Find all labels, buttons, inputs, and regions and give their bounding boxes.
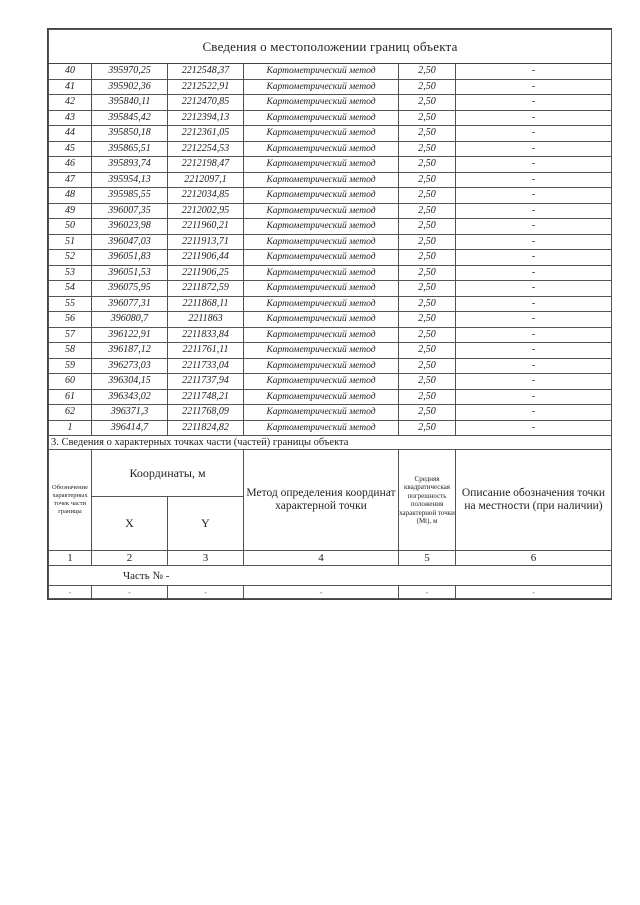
description-cell: - [456,296,612,312]
empty-data-row [49,586,612,599]
coord-y-cell: 2211733,04 [168,358,244,374]
table-row [49,79,612,95]
accuracy-cell: 2,50 [399,389,456,405]
method-cell: Картометрический метод [244,312,399,328]
empty-cell: - [92,586,168,599]
coord-y-cell: 2212394,13 [168,110,244,126]
method-cell: Картометрический метод [244,420,399,436]
table-row [49,203,612,219]
description-cell: - [456,188,612,204]
point-number-cell: 1 [49,420,92,436]
section-3-title: 3. Сведения о характерных точках части (частей) границы объекта [49,436,612,450]
col-number: 5 [399,551,456,566]
title-row [49,30,612,64]
method-cell: Картометрический метод [244,95,399,111]
accuracy-cell: 2,50 [399,79,456,95]
method-cell: Картометрический метод [244,157,399,173]
coord-y-cell: 2211868,11 [168,296,244,312]
point-number-cell: 48 [49,188,92,204]
empty-cell: - [456,586,612,599]
coord-y-cell: 2211960,21 [168,219,244,235]
method-cell: Картометрический метод [244,358,399,374]
empty-cell: - [244,586,399,599]
accuracy-cell: 2,50 [399,420,456,436]
coord-y-cell: 2211761,11 [168,343,244,359]
description-cell: - [456,389,612,405]
method-cell: Картометрический метод [244,126,399,142]
accuracy-cell: 2,50 [399,188,456,204]
accuracy-cell: 2,50 [399,95,456,111]
accuracy-cell: 2,50 [399,250,456,266]
coord-x-cell: 396051,83 [92,250,168,266]
accuracy-cell: 2,50 [399,126,456,142]
table-row [49,405,612,421]
coord-x-cell: 395902,36 [92,79,168,95]
table-row [49,110,612,126]
col-description-header: Описание обозначения точки на местности (при наличии) [456,450,612,551]
table-row [49,374,612,390]
coord-y-cell: 2211748,21 [168,389,244,405]
table-row [49,234,612,250]
table-row [49,420,612,436]
method-cell: Картометрический метод [244,343,399,359]
coord-x-cell: 396007,35 [92,203,168,219]
point-number-cell: 61 [49,389,92,405]
col-point-header: Обозначение характерных точек части границы [49,450,92,551]
coord-x-cell: 396077,31 [92,296,168,312]
coord-y-cell: 2211906,44 [168,250,244,266]
column-numbers-row [49,551,612,566]
table-row [49,281,612,297]
point-number-cell: 43 [49,110,92,126]
coord-x-cell: 396075,95 [92,281,168,297]
accuracy-cell: 2,50 [399,343,456,359]
method-cell: Картометрический метод [244,405,399,421]
coord-x-cell: 396023,98 [92,219,168,235]
method-cell: Картометрический метод [244,172,399,188]
method-cell: Картометрический метод [244,203,399,219]
col-x-header: X [92,497,168,551]
coord-y-cell: 2211833,84 [168,327,244,343]
accuracy-cell: 2,50 [399,172,456,188]
accuracy-cell: 2,50 [399,234,456,250]
description-cell: - [456,95,612,111]
point-number-cell: 49 [49,203,92,219]
document-sheet [47,28,612,600]
point-number-cell: 41 [49,79,92,95]
description-cell: - [456,141,612,157]
col-number: 6 [456,551,612,566]
coord-y-cell: 2211824,82 [168,420,244,436]
description-cell: - [456,265,612,281]
description-cell: - [456,157,612,173]
coord-x-cell: 396304,15 [92,374,168,390]
table-row [49,219,612,235]
method-cell: Картометрический метод [244,79,399,95]
point-number-cell: 46 [49,157,92,173]
table-row [49,327,612,343]
col-y-header: Y [168,497,244,551]
description-cell: - [456,405,612,421]
coord-y-cell: 2211768,09 [168,405,244,421]
col-number: 4 [244,551,399,566]
point-number-cell: 51 [49,234,92,250]
coord-x-cell: 395893,74 [92,157,168,173]
description-cell: - [456,312,612,328]
description-cell: - [456,343,612,359]
description-cell: - [456,420,612,436]
coord-x-cell: 395850,18 [92,126,168,142]
description-cell: - [456,64,612,80]
point-number-cell: 45 [49,141,92,157]
coord-x-cell: 396080,7 [92,312,168,328]
point-number-cell: 52 [49,250,92,266]
method-cell: Картометрический метод [244,64,399,80]
table-row [49,312,612,328]
description-cell: - [456,79,612,95]
coord-y-cell: 2212254,53 [168,141,244,157]
accuracy-cell: 2,50 [399,281,456,297]
boundary-table [48,29,612,599]
accuracy-cell: 2,50 [399,110,456,126]
accuracy-cell: 2,50 [399,157,456,173]
description-cell: - [456,281,612,297]
point-number-cell: 58 [49,343,92,359]
table-row [49,157,612,173]
table-row [49,358,612,374]
method-cell: Картометрический метод [244,188,399,204]
coord-y-cell: 2212034,85 [168,188,244,204]
description-cell: - [456,250,612,266]
accuracy-cell: 2,50 [399,358,456,374]
description-cell: - [456,358,612,374]
accuracy-cell: 2,50 [399,64,456,80]
point-number-cell: 55 [49,296,92,312]
method-cell: Картометрический метод [244,327,399,343]
header-row-1 [49,450,612,497]
description-cell: - [456,374,612,390]
coord-x-cell: 395840,11 [92,95,168,111]
method-cell: Картометрический метод [244,265,399,281]
table-row [49,141,612,157]
col-accuracy-header: Средняя квадратическая погрешность положения характерной точки (Mt), м [399,450,456,551]
accuracy-cell: 2,50 [399,296,456,312]
description-cell: - [456,110,612,126]
point-number-cell: 54 [49,281,92,297]
coord-y-cell: 2212198,47 [168,157,244,173]
col-number: 2 [92,551,168,566]
table-row [49,188,612,204]
coord-y-cell: 2211872,59 [168,281,244,297]
coord-x-cell: 396273,03 [92,358,168,374]
coord-x-cell: 395865,51 [92,141,168,157]
coord-y-cell: 2211906,25 [168,265,244,281]
col-number: 3 [168,551,244,566]
method-cell: Картометрический метод [244,374,399,390]
part-row [49,566,612,586]
table-row [49,126,612,142]
description-cell: - [456,327,612,343]
coord-y-cell: 2212522,91 [168,79,244,95]
coord-x-cell: 396047,03 [92,234,168,250]
method-cell: Картометрический метод [244,389,399,405]
accuracy-cell: 2,50 [399,327,456,343]
accuracy-cell: 2,50 [399,203,456,219]
method-cell: Картометрический метод [244,141,399,157]
coord-x-cell: 396051,53 [92,265,168,281]
accuracy-cell: 2,50 [399,265,456,281]
col-coords-header: Координаты, м [92,450,244,497]
table-row [49,250,612,266]
accuracy-cell: 2,50 [399,312,456,328]
empty-cell: - [399,586,456,599]
description-cell: - [456,203,612,219]
col-method-header: Метод определения координат характерной точки [244,450,399,551]
point-number-cell: 50 [49,219,92,235]
method-cell: Картометрический метод [244,281,399,297]
coord-x-cell: 396371,3 [92,405,168,421]
coord-y-cell: 2212548,37 [168,64,244,80]
description-cell: - [456,126,612,142]
coord-y-cell: 2211913,71 [168,234,244,250]
coord-y-cell: 2211863 [168,312,244,328]
col-number: 1 [49,551,92,566]
coord-x-cell: 395954,13 [92,172,168,188]
page-title: Сведения о местоположении границ объекта [49,30,612,64]
method-cell: Картометрический метод [244,110,399,126]
point-number-cell: 56 [49,312,92,328]
coord-x-cell: 396122,91 [92,327,168,343]
coord-y-cell: 2212470,85 [168,95,244,111]
section-3-row [49,436,612,450]
table-row [49,296,612,312]
coord-y-cell: 2212361,05 [168,126,244,142]
point-number-cell: 40 [49,64,92,80]
coord-x-cell: 396187,12 [92,343,168,359]
accuracy-cell: 2,50 [399,405,456,421]
empty-cell: - [49,586,92,599]
coord-y-cell: 2211737,94 [168,374,244,390]
accuracy-cell: 2,50 [399,141,456,157]
method-cell: Картометрический метод [244,219,399,235]
method-cell: Картометрический метод [244,296,399,312]
point-number-cell: 53 [49,265,92,281]
point-number-cell: 62 [49,405,92,421]
coord-x-cell: 395845,42 [92,110,168,126]
table-row [49,64,612,80]
table-row [49,95,612,111]
table-row [49,172,612,188]
table-row [49,389,612,405]
coord-x-cell: 395970,25 [92,64,168,80]
coord-y-cell: 2212097,1 [168,172,244,188]
accuracy-cell: 2,50 [399,219,456,235]
method-cell: Картометрический метод [244,234,399,250]
point-number-cell: 59 [49,358,92,374]
method-cell: Картометрический метод [244,250,399,266]
point-number-cell: 42 [49,95,92,111]
point-number-cell: 44 [49,126,92,142]
description-cell: - [456,234,612,250]
point-number-cell: 60 [49,374,92,390]
part-label: Часть № - [49,566,612,586]
table-row [49,343,612,359]
point-number-cell: 47 [49,172,92,188]
coord-y-cell: 2212002,95 [168,203,244,219]
description-cell: - [456,219,612,235]
coord-x-cell: 396343,02 [92,389,168,405]
empty-cell: - [168,586,244,599]
table-row [49,265,612,281]
point-number-cell: 57 [49,327,92,343]
description-cell: - [456,172,612,188]
accuracy-cell: 2,50 [399,374,456,390]
coord-x-cell: 396414,7 [92,420,168,436]
coord-x-cell: 395985,55 [92,188,168,204]
